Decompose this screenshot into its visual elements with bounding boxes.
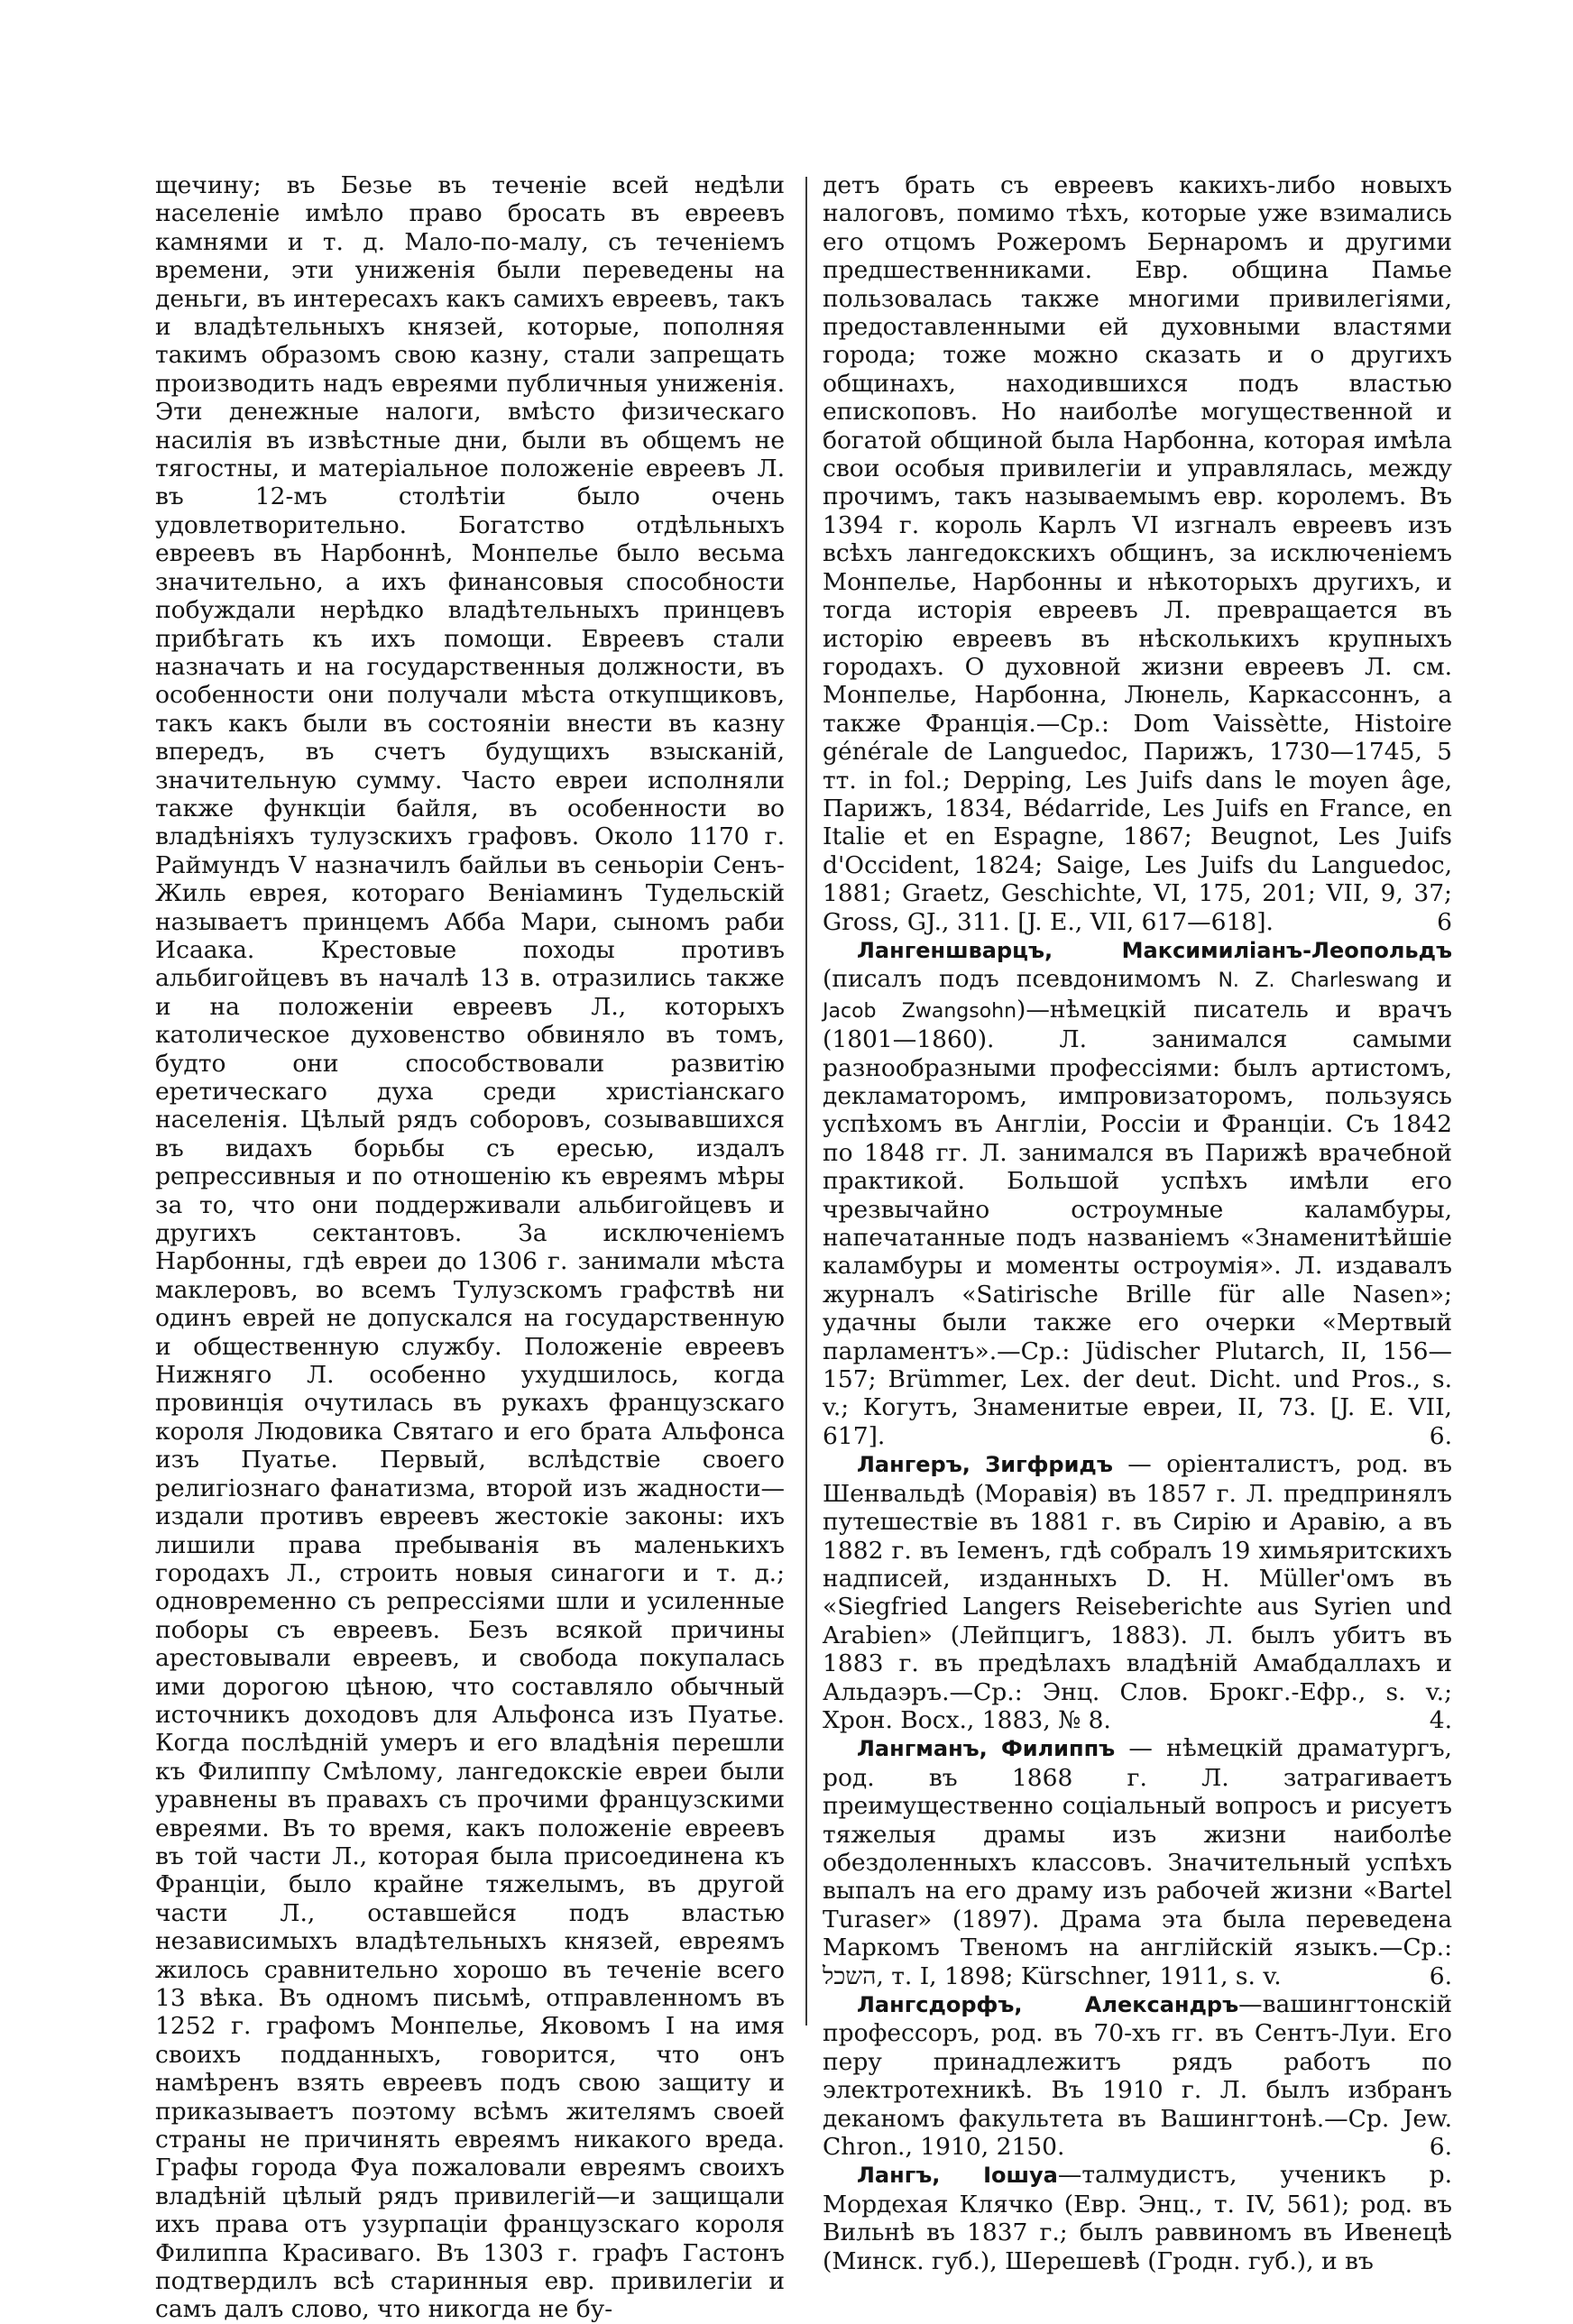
continuation-body: детъ брать съ евреевъ какихъ-либо новыхъ налоговъ, помимо тѣхъ, которые уже взимались его отцомъ Рожеромъ Бернаромъ и другими предшественниками. Евр. община Памье пользовалась также многими привилегіями, предоставленными ей духовными властями города; тоже можно сказать и о другихъ общинахъ, находившихся подъ властью епископовъ. Но наиболѣе могущественной и богатой общиной была Нарбонна, которая имѣла свои особыя привилегіи и управлялась, между прочимъ, такъ называемымъ евр. королемъ. Въ 1394 г. король Карлъ VI изгналъ евреевъ изъ всѣхъ лангедокскихъ общинъ, за исключеніемъ Монпелье, Нарбонны и нѣкоторыхъ другихъ, и тогда исторія евреевъ Л. превращается въ исторію евреевъ въ нѣсколькихъ крупныхъ городахъ. О духовной жизни евреевъ Л. см. Монпелье, Нарбонна, Люнель, Каркассоннъ, а также Франція.—Ср.: Dom Vaissètte, Histoire générale de Languedoc, Парижъ, 1730—1745, 5 тт. in fol.; Depping, Les Juifs dans le moyen âge, Парижъ, 1834, Bédarride, Les Juifs en France, en Italie et en Espagne, 1867; Beugnot, Les Juifs d'Occident, 1824; Saige, Les Juifs du Languedoc, 1881; Graetz, Geschichte, VI, 175, 201; VII, 9, 37; Gross, GJ., 311. [J. E., VII, 617—618]. bbox=[823, 171, 1452, 936]
entry-pseudonym: Jacob Zwangsohn bbox=[823, 999, 1017, 1023]
entry-headword: Лангеншварцъ, Максимиліанъ-Леопольдъ bbox=[857, 937, 1452, 963]
entry-number: 6 bbox=[1437, 907, 1452, 936]
entry-number: 4. bbox=[1429, 1705, 1452, 1734]
entry-headword: Лангманъ, Филиппъ bbox=[857, 1736, 1116, 1762]
entry-body: — оріенталистъ, род. въ Шенвальдѣ (Моравія) въ 1857 г. Л. предпринялъ путешествіе въ 1881 г. въ Сирію и Аравію, а въ 1882 г. въ Іеменъ, гдѣ собралъ 19 химьяритскихъ надписей, изданныхъ D. H. Müller'омъ въ «Siegfried Langers Reiseberichte aus Syrien und Arabien» (Лейпцигъ, 1883). Л. былъ убитъ въ 1883 г. въ предѣлахъ владѣній Амабдаллахъ и Альдаэръ.—Ср.: Энц. Слов. Брокг.-Ефр., s. v.; Хрон. Восх., 1883, № 8. bbox=[823, 1450, 1452, 1734]
entry-langenschwarz bbox=[823, 936, 1452, 1450]
entry-lang bbox=[823, 2161, 1452, 2275]
entry-body: )—нѣмецкій писатель и врачъ (1801—1860). Л. занимался самыми разнообразными профессіями: былъ артистомъ, декламаторомъ, импровизаторомъ, пользуясь успѣхомъ въ Англіи, Россіи и Франціи. Съ 1842 по 1848 гг. Л. занимался въ Парижѣ врачебной практикой. Большой успѣхъ имѣли его чрезвычайно остроумные каламбуры, напечатанные подъ названіемъ «Знаменитѣйшіе каламбуры и моменты остроумія». Л. издавалъ журналъ «Satirische Brille für alle Nasen»; удачны были также его очерки «Мертвый парламентъ».—Ср.: Jüdischer Plutarch, II, 156—157; Brümmer, Lex. der deut. Dicht. und Pros., s. v.; Когутъ, Знаменитые евреи, II, 73. [J. E. VII, 617]. bbox=[823, 995, 1452, 1450]
entry-pseudonym-join: и bbox=[1419, 965, 1452, 994]
entry-headword: Лангъ, Іошуа bbox=[857, 2163, 1058, 2189]
entry-langsdorf bbox=[823, 1990, 1452, 2161]
continuation-text bbox=[823, 171, 1452, 936]
entry-langer bbox=[823, 1450, 1452, 1734]
entry-langmann bbox=[823, 1734, 1452, 1990]
entry-number: 6. bbox=[1429, 2133, 1452, 2162]
entry-headword: Лангеръ, Зигфридъ bbox=[857, 1452, 1113, 1478]
entry-number: 6. bbox=[1429, 1421, 1452, 1450]
entry-body: —вашингтонскій профессоръ, род. въ 70-хъ гг. въ Сентъ-Луи. Его перу принадлежитъ рядъ работъ по электротехникѣ. Въ 1910 г. Л. былъ избранъ деканомъ факультета въ Вашингтонѣ.—Ср. Jew. Chron., 1910, 2150. bbox=[823, 1990, 1452, 2162]
entry-pseudonym-intro: (писалъ подъ псевдонимомъ bbox=[823, 965, 1219, 994]
column-divider bbox=[805, 177, 807, 2025]
entry-body: — нѣмецкій драматургъ, род. въ 1868 г. Л. затрагиваетъ преимущественно соціальный вопросъ и рисуетъ тяжелыя драмы изъ жизни наиболѣе обездоленныхъ классовъ. Значительный успѣхъ выпалъ на его драму изъ рабочей жизни «Bartel Turaser» (1897). Драма эта была переведена Маркомъ Твеномъ на англійскій языкъ.—Ср.: השכל, т. I, 1898; Kürschner, 1911, s. v. bbox=[823, 1734, 1452, 1990]
right-column bbox=[823, 171, 1452, 2275]
left-column-text: щечину; въ Безье въ теченіе всей недѣли населеніе имѣло право бросать въ евреевъ камнями и т. д. Мало-по-малу, съ теченіемъ времени, эти униженія были переведены на деньги, въ интересахъ какъ самихъ евреевъ, такъ и владѣтельныхъ князей, которые, пополняя такимъ образомъ свою казну, стали запрещать производить надъ евреями публичныя униженія. Эти денежные налоги, вмѣсто физическаго насилія въ извѣстные дни, были въ общемъ не тягостны, и матеріальное положеніе евреевъ Л. въ 12-мъ столѣтіи было очень удовлетворительно. Богатство отдѣльныхъ евреевъ въ Нарбоннѣ, Монпелье было весьма значительно, а ихъ финансовыя способности побуждали нерѣдко владѣтельныхъ принцевъ прибѣгать къ ихъ помощи. Евреевъ стали назначать и на государственныя должности, въ особенности они получали мѣста откупщиковъ, такъ какъ были въ состояніи внести въ казну впередъ, въ счетъ будущихъ взысканій, значительную сумму. Часто евреи исполняли также функціи байля, въ особенности во владѣніяхъ тулузскихъ графовъ. Около 1170 г. Раймундъ V назначилъ байльи въ сеньоріи Сенъ-Жиль еврея, котораго Веніаминъ Тудельскій называетъ принцемъ Абба Мари, сыномъ раби Исаака. Крестовые походы противъ альбигойцевъ въ началѣ 13 в. отразились также и на положеніи евреевъ Л., которыхъ католическое духовенство обвиняло въ томъ, будто они способствовали развитію еретическаго духа среди христіанскаго населенія. Цѣлый рядъ соборовъ, созывавшихся въ видахъ борьбы съ ересью, издалъ репрессивныя и по отношенію къ евреямъ мѣры за то, что они поддерживали альбигойцевъ и другихъ сектантовъ. За исключеніемъ Нарбонны, гдѣ евреи до 1306 г. занимали мѣста маклеровъ, во всемъ Тулузскомъ графствѣ ни одинъ еврей не допускался на государственную и общественную службу. Положеніе евреевъ Нижняго Л. особенно ухудшилось, когда провинція очутилась въ рукахъ французскаго короля Людовика Святаго и его брата Альфонса изъ Пуатье. Первый, вслѣдствіе своего религіознаго фанатизма, второй изъ жадности—издали противъ евреевъ жестокіе законы: ихъ лишили права пребыванія въ маленькихъ городахъ Л., строить новыя синагоги и т. д.; одновременно съ репрессіями шли и усиленные поборы съ евреевъ. Безъ всякой причины арестовывали евреевъ, и свобода покупалась ими дорогою цѣною, что составляло обычный источникъ доходовъ для Альфонса изъ Пуатье. Когда послѣдній умеръ и его владѣнія перешли къ Филиппу Смѣлому, лангедокскіе евреи были уравнены въ правахъ съ прочими французскими евреями. Въ то время, какъ положеніе евреевъ въ той части Л., которая была присоединена къ Франціи, было крайне тяжелымъ, въ другой части Л., оставшейся подъ властью независимыхъ владѣтельныхъ князей, евреямъ жилось сравнительно хорошо въ теченіе всего 13 вѣка. Въ одномъ письмѣ, отправленномъ въ 1252 г. графомъ Монпелье, Яковомъ I на имя своихъ подданныхъ, говорится, что онъ намѣренъ взять евреевъ подъ свою защиту и приказываетъ поэтому всѣмъ жителямъ своей страны не причинять евреямъ никакого вреда. Графы города Фуа пожаловали евреямъ своихъ владѣній цѣлый рядъ привилегій—и защищали ихъ права отъ узурпаціи французскаго короля Филиппа Красиваго. Въ 1303 г. графъ Гастонъ подтвердилъ всѣ старинныя евр. привилегіи и самъ далъ слово, что никогда не бу- bbox=[155, 171, 785, 2324]
entry-headword: Лангсдорфъ, Александръ bbox=[857, 1992, 1239, 2017]
left-column bbox=[155, 171, 785, 2324]
entry-number: 6. bbox=[1429, 1961, 1452, 1990]
entry-body: —талмудистъ, ученикъ р. Мордехая Клячко (Евр. Энц., т. IV, 561); род. въ Вильнѣ въ 1837 г.; былъ раввиномъ въ Ивенецѣ (Минск. губ.), Шерешевѣ (Гродн. губ.), и въ bbox=[823, 2161, 1452, 2275]
entry-pseudonym: N. Z. Charleswang bbox=[1218, 969, 1420, 993]
